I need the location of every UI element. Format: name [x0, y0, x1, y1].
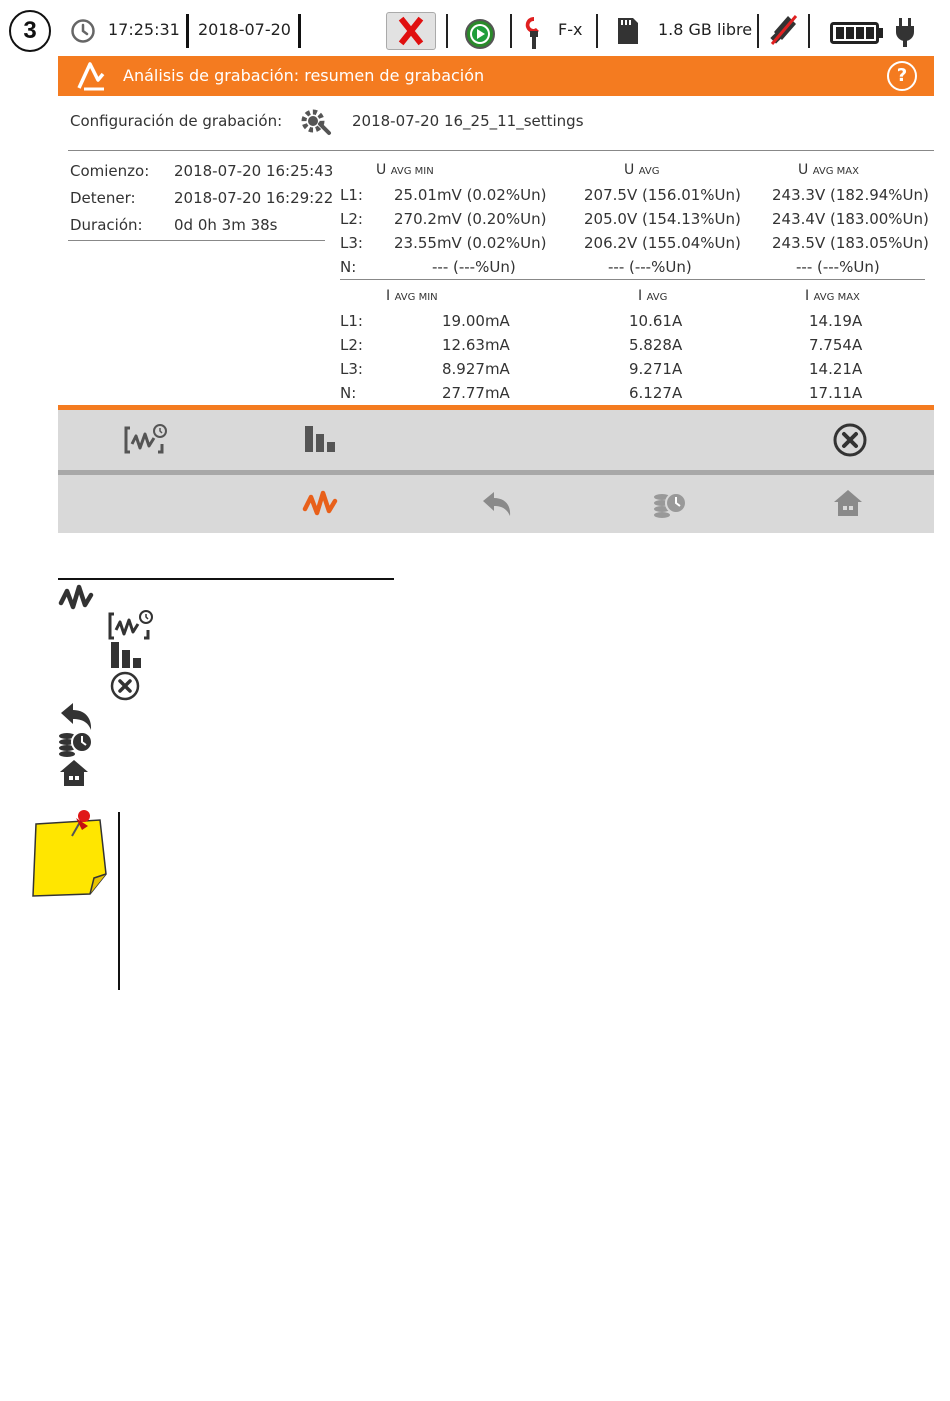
current-row-label: L1:	[340, 312, 363, 330]
waveform-icon[interactable]	[302, 487, 340, 519]
title-bar	[58, 56, 934, 96]
home-icon[interactable]	[832, 487, 864, 519]
status-bar	[60, 8, 934, 54]
voltage-row-label: L1:	[340, 186, 363, 204]
start-value: 2018-07-20 16:25:43	[174, 162, 334, 180]
start-label: Comienzo:	[70, 162, 150, 180]
current-cell: 10.61A	[629, 312, 683, 330]
voltage-row-label: N:	[340, 258, 357, 276]
current-cell: 6.127A	[629, 384, 683, 402]
current-cell: 9.271A	[629, 360, 683, 378]
voltage-cell: --- (---%Un)	[432, 258, 516, 276]
current-header-avg: I AVG	[638, 288, 668, 304]
status-date: 2018-07-20	[198, 20, 291, 39]
stop-value: 2018-07-20 16:29:22	[174, 189, 334, 207]
voltage-cell: 206.2V (155.04%Un)	[584, 234, 741, 252]
toolbar-top	[58, 410, 934, 470]
help-button[interactable]: ?	[887, 61, 917, 91]
current-cell: 5.828A	[629, 336, 683, 354]
sticky-note-pin-icon	[30, 808, 116, 900]
stop-x-icon	[387, 13, 435, 49]
current-row-label: L2:	[340, 336, 363, 354]
current-cell: 17.11A	[809, 384, 863, 402]
voltage-header-max: U AVG MAX	[798, 162, 859, 178]
settings-gear-icon	[300, 106, 332, 136]
current-row-label: N:	[340, 384, 357, 402]
voltage-cell: 23.55mV (0.02%Un)	[394, 234, 547, 252]
database-clock-icon	[56, 728, 96, 758]
waveform-icon	[58, 583, 96, 613]
voltage-cell: 25.01mV (0.02%Un)	[394, 186, 547, 204]
clamp-icon	[522, 14, 546, 50]
current-cell: 27.77mA	[442, 384, 510, 402]
page-title: Análisis de grabación: resumen de grabación	[123, 66, 485, 85]
current-header-min: I AVG MIN	[386, 288, 438, 304]
voltage-cell: --- (---%Un)	[796, 258, 880, 276]
current-cell: 14.19A	[809, 312, 863, 330]
home-icon	[58, 758, 90, 788]
battery-icon	[830, 22, 884, 44]
voltage-cell: 205.0V (154.13%Un)	[584, 210, 741, 228]
duration-label: Duración:	[70, 216, 143, 234]
clamp-type: F-x	[558, 20, 583, 39]
stop-recording-button[interactable]	[386, 12, 436, 50]
voltage-header-min: U AVG MIN	[376, 162, 434, 178]
step-number: 3	[9, 10, 51, 52]
current-cell: 12.63mA	[442, 336, 510, 354]
database-clock-icon[interactable]	[652, 487, 688, 521]
close-circle-icon	[109, 670, 141, 702]
current-cell: 19.00mA	[442, 312, 510, 330]
bar-chart-icon	[108, 640, 148, 670]
bar-chart-icon[interactable]	[302, 422, 340, 454]
clock-icon	[70, 18, 96, 44]
analysis-logo-icon	[76, 60, 108, 92]
voltage-cell: 243.3V (182.94%Un)	[772, 186, 929, 204]
voltage-cell: --- (---%Un)	[608, 258, 692, 276]
waveform-time-icon	[108, 608, 156, 642]
play-icon[interactable]	[464, 18, 496, 50]
sd-card-icon	[616, 16, 640, 46]
current-row-label: L3:	[340, 360, 363, 378]
usb-disconnected-icon	[768, 12, 800, 48]
waveform-time-icon[interactable]	[124, 422, 168, 456]
voltage-cell: 207.5V (156.01%Un)	[584, 186, 741, 204]
voltage-cell: 243.4V (183.00%Un)	[772, 210, 929, 228]
config-label: Configuración de grabación:	[70, 112, 283, 130]
legend-divider	[58, 578, 394, 580]
voltage-row-label: L3:	[340, 234, 363, 252]
note-divider	[118, 812, 120, 990]
voltage-cell: 243.5V (183.05%Un)	[772, 234, 929, 252]
current-cell: 7.754A	[809, 336, 863, 354]
status-time: 17:25:31	[108, 20, 180, 39]
duration-value: 0d 0h 3m 38s	[174, 216, 278, 234]
back-arrow-icon[interactable]	[480, 489, 514, 519]
power-plug-icon	[894, 16, 916, 48]
stop-label: Detener:	[70, 189, 136, 207]
voltage-header-avg: U AVG	[624, 162, 660, 178]
current-cell: 14.21A	[809, 360, 863, 378]
config-file: 2018-07-20 16_25_11_settings	[352, 112, 584, 130]
close-circle-icon[interactable]	[832, 422, 868, 458]
voltage-row-label: L2:	[340, 210, 363, 228]
toolbar-bottom	[58, 475, 934, 533]
current-cell: 8.927mA	[442, 360, 510, 378]
storage-free: 1.8 GB libre	[658, 20, 753, 39]
current-header-max: I AVG MAX	[805, 288, 860, 304]
voltage-cell: 270.2mV (0.20%Un)	[394, 210, 547, 228]
